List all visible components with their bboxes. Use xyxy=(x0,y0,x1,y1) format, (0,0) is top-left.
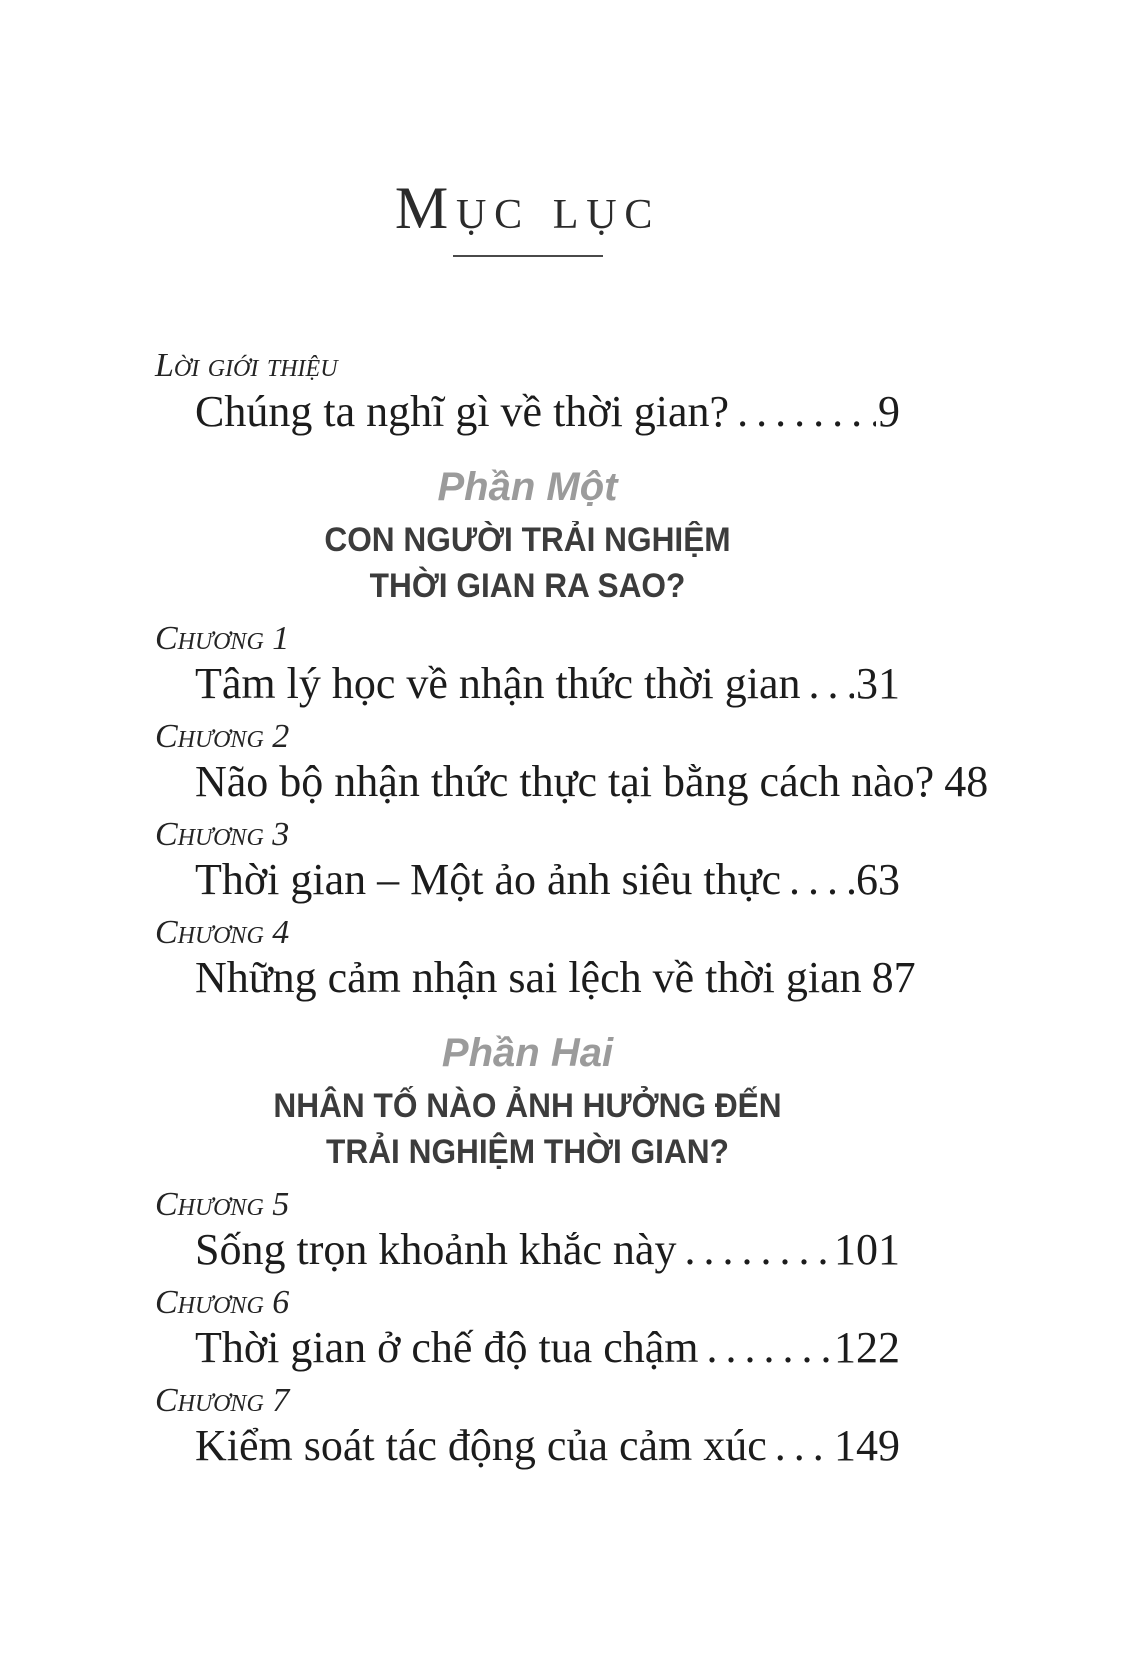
chapter-block xyxy=(155,817,900,903)
chapter-label: Chương 6 xyxy=(155,1284,290,1321)
toc-entry-title: Não bộ nhận thức thực tại bằng cách nào? xyxy=(195,757,935,806)
toc-entry-page: 149 xyxy=(834,1421,900,1470)
dot-leader xyxy=(707,1325,833,1371)
part-title xyxy=(181,517,874,609)
toc-entry-title: Những cảm nhận sai lệch về thời gian xyxy=(195,953,862,1002)
part-title-line: TRẢI NGHIỆM THỜI GIAN? xyxy=(326,1133,729,1171)
dot-leader xyxy=(775,1423,832,1469)
toc-entry-page: 9 xyxy=(878,387,900,436)
intro-heading: Lời giới thiệu xyxy=(155,347,338,384)
chapter-block xyxy=(155,914,916,1002)
toc-entry-page: 122 xyxy=(834,1323,900,1372)
part-title-line: NHÂN TỐ NÀO ẢNH HƯỞNG ĐẾN xyxy=(273,1087,782,1125)
intro-section xyxy=(155,347,900,435)
chapter-label: Chương 1 xyxy=(155,620,290,657)
part-title xyxy=(181,1083,874,1175)
dot-leader xyxy=(809,661,854,707)
chapter-list xyxy=(155,620,989,1002)
toc-entry-page: 31 xyxy=(856,659,900,708)
chapter-block xyxy=(155,621,900,707)
toc-entry xyxy=(195,661,900,707)
toc-entry-title: Sống trọn khoảnh khắc này xyxy=(195,1225,677,1274)
chapter-label: Chương 7 xyxy=(155,1382,290,1419)
toc-entry xyxy=(195,1325,900,1371)
toc-entry xyxy=(195,1423,900,1469)
chapter-label: Chương 3 xyxy=(155,816,290,853)
page-title: Mục lục xyxy=(394,175,661,241)
toc-entry-title: Chúng ta nghĩ gì về thời gian? xyxy=(195,387,730,436)
toc-entry xyxy=(195,857,900,903)
chapter-label: Chương 4 xyxy=(155,914,290,951)
parts xyxy=(155,465,989,1470)
chapter-label: Chương 5 xyxy=(155,1186,290,1223)
toc-entry xyxy=(195,389,900,435)
chapter-block xyxy=(155,718,989,806)
chapter-block xyxy=(155,1187,900,1273)
toc-entry-title: Thời gian – Một ảo ảnh siêu thực xyxy=(195,855,782,904)
toc-entry-title: Thời gian ở chế độ tua chậm xyxy=(195,1323,699,1372)
part-label: Phần Hai xyxy=(441,1031,614,1075)
toc-entry-page: 63 xyxy=(856,855,900,904)
dot-leader xyxy=(737,389,876,435)
toc-entry-page: 101 xyxy=(834,1225,900,1274)
toc-entry xyxy=(195,953,916,1002)
part-label: Phần Một xyxy=(437,465,618,509)
chapter-block xyxy=(155,1383,900,1469)
title-underline xyxy=(453,255,603,257)
chapter-label: Chương 2 xyxy=(155,718,290,755)
toc-entry-page: 48 xyxy=(944,757,989,806)
toc-entry-page: 87 xyxy=(871,953,916,1002)
toc-entry-title: Tâm lý học về nhận thức thời gian xyxy=(195,659,801,708)
toc-entry-title: Kiểm soát tác động của cảm xúc xyxy=(195,1421,767,1470)
toc-entry xyxy=(195,1227,900,1273)
dot-leader xyxy=(789,857,854,903)
part-section xyxy=(155,465,989,1002)
dot-leader xyxy=(684,1227,832,1273)
toc-entry xyxy=(195,757,989,806)
part-title-line: CON NGƯỜI TRẢI NGHIỆM xyxy=(324,521,731,559)
chapter-block xyxy=(155,1285,900,1371)
chapter-list xyxy=(155,1187,900,1469)
part-title-line: THỜI GIAN RA SAO? xyxy=(369,567,686,605)
part-section xyxy=(155,1031,900,1469)
